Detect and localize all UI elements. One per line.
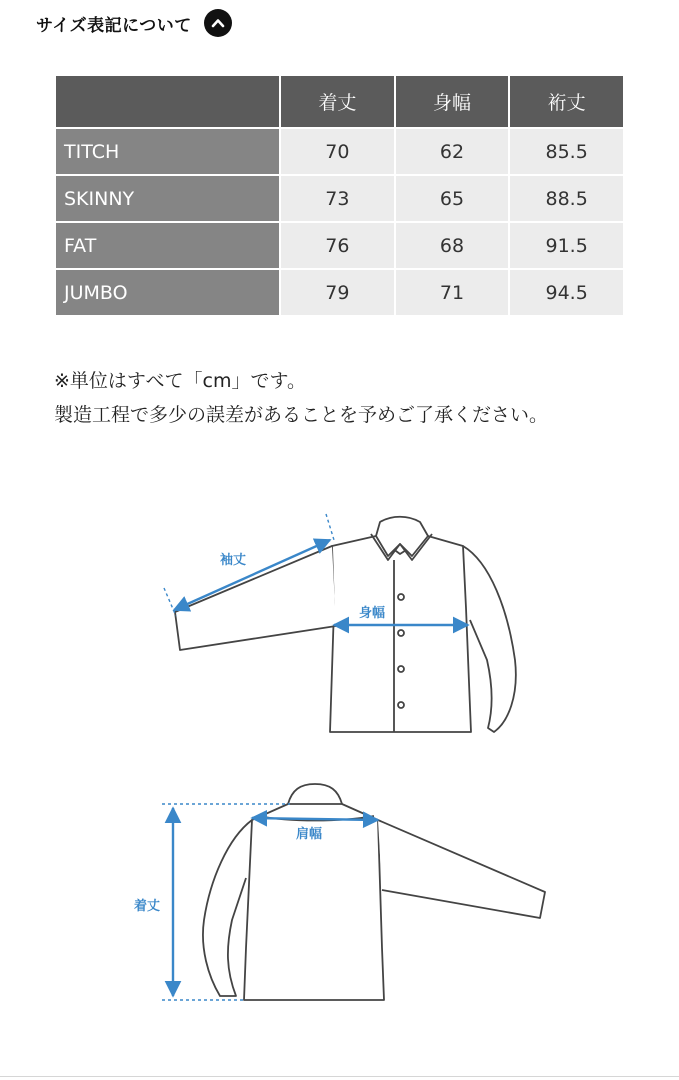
back-shirt-illustration — [203, 784, 545, 1000]
table-cell: 76 — [280, 222, 395, 269]
shoulder-label: 肩幅 — [296, 827, 323, 842]
table-row — [55, 269, 624, 316]
measurement-diagram — [0, 500, 679, 1010]
table-row — [55, 128, 624, 175]
table-cell: 88.5 — [509, 175, 624, 222]
size-guide-title: サイズ表記について — [36, 15, 192, 36]
table-cell: 73 — [280, 175, 395, 222]
sleeve-label: 袖丈 — [220, 553, 247, 568]
bottom-divider — [0, 1076, 679, 1077]
size-name: JUMBO — [55, 269, 280, 316]
table-cell: 70 — [280, 128, 395, 175]
table-header-sleeve: 裄丈 — [509, 75, 624, 128]
table-row — [55, 222, 624, 269]
size-name: SKINNY — [55, 175, 280, 222]
table-header-length: 着丈 — [280, 75, 395, 128]
size-note — [54, 364, 614, 432]
size-name: TITCH — [55, 128, 280, 175]
size-guide-header — [36, 6, 232, 40]
table-cell: 91.5 — [509, 222, 624, 269]
table-cell: 62 — [395, 128, 510, 175]
unit-note: ※単位はすべて「cm」です。 — [54, 370, 306, 392]
collapse-toggle-button[interactable] — [204, 9, 232, 37]
length-label: 着丈 — [134, 899, 161, 914]
table-header-corner — [55, 75, 280, 128]
size-name: FAT — [55, 222, 280, 269]
table-header-width: 身幅 — [395, 75, 510, 128]
size-table — [54, 74, 625, 317]
chevron-up-icon — [210, 15, 226, 31]
chest-label: 身幅 — [359, 606, 386, 621]
error-note: 製造工程で多少の誤差があることを予めご了承ください。 — [54, 404, 549, 426]
table-cell: 85.5 — [509, 128, 624, 175]
table-cell: 71 — [395, 269, 510, 316]
table-cell: 65 — [395, 175, 510, 222]
table-cell: 79 — [280, 269, 395, 316]
table-row — [55, 175, 624, 222]
table-cell: 94.5 — [509, 269, 624, 316]
table-cell: 68 — [395, 222, 510, 269]
table-header-row — [55, 75, 624, 128]
